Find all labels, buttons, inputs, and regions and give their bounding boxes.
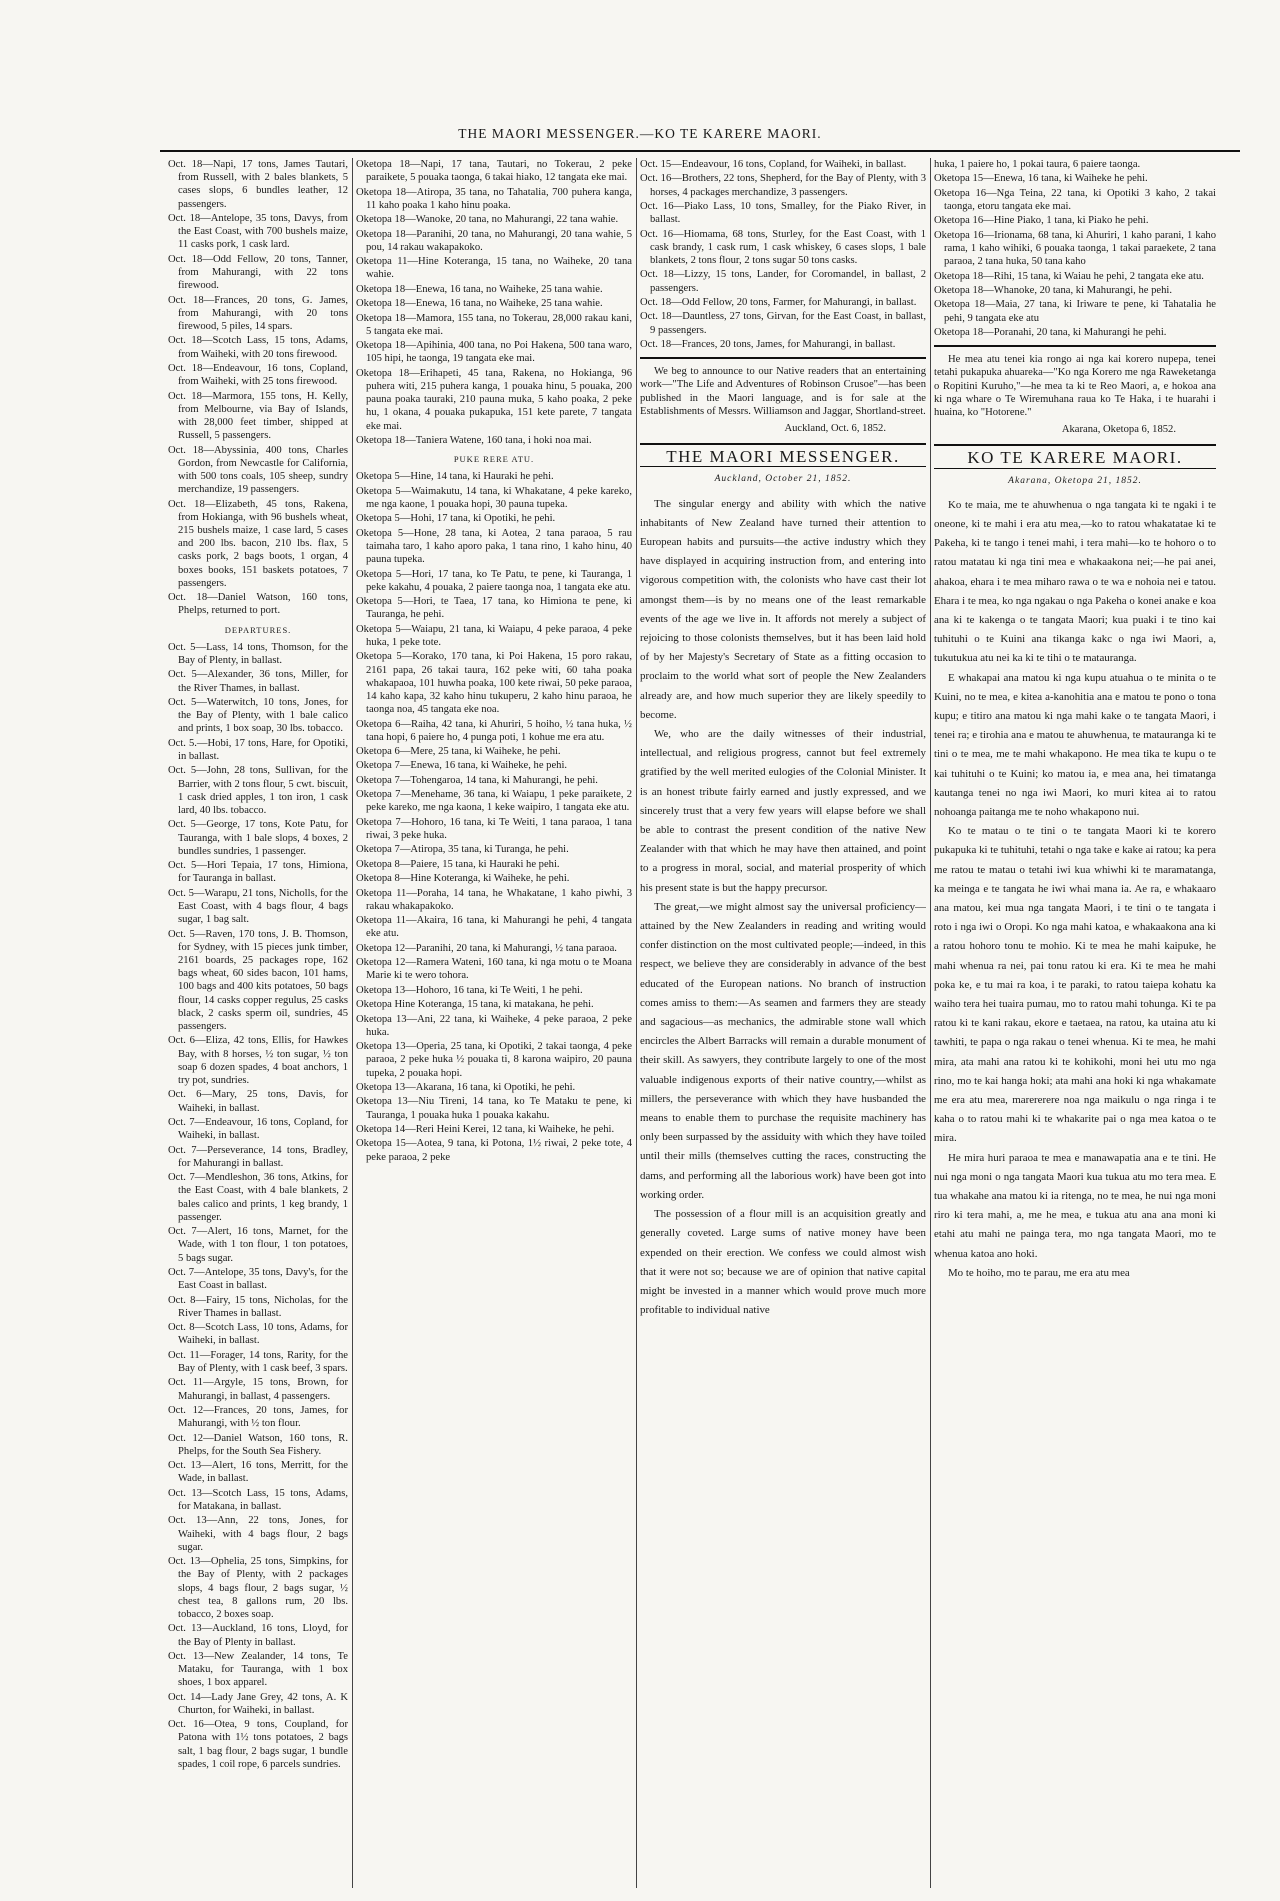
list-item: Oketopa 5—Waiapu, 21 tana, ki Waiapu, 4 peke paraoa, 4 peke huka, 1 peke tote. xyxy=(356,623,632,648)
list-item: Oct. 15—Endeavour, 16 tons, Copland, for Waiheki, in ballast. xyxy=(640,159,907,170)
column-3-english xyxy=(640,158,926,1888)
section-rule xyxy=(934,345,1216,347)
list-item: Oketopa 16—Nga Teina, 22 tana, ki Opotiki 3 kaho, 2 takai taonga, etoru tangata eke mai. xyxy=(934,187,1216,212)
list-item: Oct. 7—Endeavour, 16 tons, Copland, for Waiheki, in ballast. xyxy=(168,1116,348,1142)
column-rule xyxy=(636,158,637,1888)
list-item: Oketopa 5—Waimakutu, 14 tana, ki Whakatane, 4 peke kareko, me nga kaone, 1 pouaka hopi, 30 pauna tupeka. xyxy=(356,485,632,510)
list-item: Oct. 12—Frances, 20 tons, James, for Mahurangi, with ½ ton flour. xyxy=(168,1404,348,1430)
list-item: Oct. 18—Endeavour, 16 tons, Copland, from Waiheki, with 25 tons firewood. xyxy=(168,362,348,388)
editorial-paragraph: We, who are the daily witnesses of their industrial, intellectual, and religious progress, cannot but feel extremely gratified by the well merited eulogies of the Colonial Minister. It is an honest tribute fairly earned and justly expressed, and we sincerely trust that a very few years will elapse before we shall be able to contrast the present condition of the native New Zealander with that which he may have then attained, and point to a progress in moral, social, and material prosperity of which his present state is but the happy precursor. xyxy=(640,728,926,894)
list-item: Oct. 18—Lizzy, 15 tons, Lander, for Coromandel, in ballast, 2 passengers. xyxy=(640,269,926,294)
list-item: Oketopa 12—Paranihi, 20 tana, ki Mahurangi, ½ tana paraoa. xyxy=(356,942,617,954)
section-rule xyxy=(640,357,926,359)
list-item: Oketopa 7—Atiropa, 35 tana, ki Turanga, he pehi. xyxy=(356,844,569,856)
list-item: Oketopa 5—Hori, te Taea, 17 tana, ko Himiona te pene, ki Tauranga, he pehi. xyxy=(356,596,632,621)
editorial-paragraph: The great,—we might almost say the universal proficiency—attained by the New Zealanders in reading and writing would confer distinction on the most cultivated people;—indeed, in this respect, we believe they are considerably in advance of the best educated of the European nations. No branch of instruction comes amiss to them:—As seamen and farmers they are steady and sagacious—as mechanics, the admirable stone wall which encircles the Albert Barracks will remain a durable monument of their skill. As sawyers, they contribute largely to one of the most valuable indigenous exports of their native country,—whilst as millers, the perseverance with which they have husbanded the means to enable them to purchase the requisite machinery has only been surpassed by the assiduity with which they have toiled until their mills (themselves cutting the races, constructing the dams, and performing all the laborious work) have been got into working order. xyxy=(640,900,926,1201)
list-item: Oct. 6—Eliza, 42 tons, Ellis, for Hawkes Bay, with 8 horses, ½ ton sugar, ½ ton soap 6 dozen spades, 4 boat anchors, 1 try pot, sundries. xyxy=(168,1035,348,1086)
list-item: Oketopa 18—Erihapeti, 45 tana, Rakena, no Hokianga, 96 puhera witi, 215 puhera kanga, 1 pouaka hinu, 5 pouaka, 200 pauna poaka tauraki, 210 pauna muka, 5 kaho poaka, 2 peke hu, 1 okana, 4 pouaka pukapuka, 151 kete parete, 7 tangata eke mai. xyxy=(356,367,632,432)
list-item: Oct. 5—George, 17 tons, Kote Patu, for Tauranga, with 1 bale slops, 4 boxes, 2 bundles sundries, 1 passenger. xyxy=(168,819,348,857)
list-item: Oct. 18—Elizabeth, 45 tons, Rakena, from Hokianga, with 96 bushels wheat, 215 bushels maize, 1 case lard, 5 cases and 200 lbs. bacon, 210 lbs. flax, 5 casks pork, 2 bags boots, 1 organ, 4 boxes books, 151 baskets potatoes, 7 passengers. xyxy=(168,498,348,589)
list-item: Oct. 7—Mendleshon, 36 tons, Atkins, for the East Coast, with 4 bale blankets, 2 bales calico and prints, 1 keg brandy, 1 passenger. xyxy=(168,1172,348,1223)
editorial-paragraph: E whakapai ana matou ki nga kupu atuahua o te minita o te Kuini, no te mea, e kitea a-kanohitia ana e matou te pono o tona kupu; e titiro ana matou ki nga mahi kake o te tangata Maori, i tenei ra; e tirohia ana e matou te ahuwhenua, te matauranga ki te tini o te mea, me te mahi whakapono. He mea tika te kupu o te kai tuhituhi o te Kuini; ko matou ia, e mea ana, hei timatanga kautanga tenei no nga iwi Maori, ko muri kitea ai to ratou nohoanga paitanga me te noho whakapono nui. xyxy=(934,671,1216,819)
list-item: Oketopa 18—Taniera Watene, 160 tana, i hoki noa mai. xyxy=(356,434,592,446)
list-item: Oketopa 18—Enewa, 16 tana, no Waiheke, 25 tana wahie. xyxy=(356,283,603,295)
list-item: Oketopa 18—Apihinia, 400 tana, no Poi Hakena, 500 tana waro, 105 hipi, he taonga, 19 tangata eke mai. xyxy=(356,340,632,365)
running-header: THE MAORI MESSENGER.—KO TE KARERE MAORI. xyxy=(458,126,822,141)
list-item: Oketopa 16—Hine Piako, 1 tana, ki Piako he pehi. xyxy=(934,215,1149,227)
editorial-paragraph: Mo te hoiho, mo te parau, me era atu mea xyxy=(948,1266,1130,1279)
list-item: Oct. 5—Lass, 14 tons, Thomson, for the Bay of Plenty, in ballast. xyxy=(168,641,348,666)
list-item: Oct. 11—Argyle, 15 tons, Brown, for Mahurangi, in ballast, 4 passengers. xyxy=(168,1377,348,1402)
list-item: Oct. 5—Warapu, 21 tons, Nicholls, for the East Coast, with 4 bags flour, 4 bags sugar, 1 bag salt. xyxy=(168,887,348,926)
list-item: Oketopa 18—Rihi, 15 tana, ki Waiau he pehi, 2 tangata eke atu. xyxy=(934,270,1204,282)
list-item: Oketopa 18—Maia, 27 tana, ki Iriware te pene, ki Tahatalia he pehi, 9 tangata eke atu xyxy=(934,299,1216,324)
list-item: Oketopa 8—Hine Koteranga, ki Waiheke, he pehi. xyxy=(356,873,570,885)
list-item: Oct. 18—Scotch Lass, 15 tons, Adams, from Waiheki, with 20 tons firewood. xyxy=(168,335,348,360)
list-item: Oketopa 13—Operia, 25 tana, ki Opotiki, 2 takai taonga, 4 peke paraoa, 2 peke huka ½ pouaka ti, 8 karona waipiro, 20 pauna tupeka, 2 pouaka hopi. xyxy=(356,1041,632,1079)
list-item: Oct. 18—Odd Fellow, 20 tons, Tanner, from Mahurangi, with 22 tons firewood. xyxy=(168,253,348,292)
list-item: Oct. 18—Napi, 17 tons, James Tautari, from Russell, with 2 bales blankets, 5 cases slops, 6 bundles leather, 12 passengers. xyxy=(168,159,348,210)
list-item: Oct. 16—Brothers, 22 tons, Shepherd, for the Bay of Plenty, with 3 horses, 4 packages merchandize, 3 passengers. xyxy=(640,173,926,198)
list-item: Oketopa 18—Napi, 17 tana, Tautari, no Tokerau, 2 peke paraikete, 5 pouaka taonga, 6 takai hiako, 12 tangata eke mai. xyxy=(356,159,632,184)
list-item: Oketopa 18—Enewa, 16 tana, no Waiheke, 25 tana wahie. xyxy=(356,298,603,310)
list-item: Oct. 13—New Zealander, 14 tons, Te Mataku, for Tauranga, with 1 box shoes, 1 box apparel. xyxy=(168,1650,348,1689)
editorial-paragraph: Ko te maia, me te ahuwhenua o nga tangata ki te ngaki i te oneone, ki te mahi i era atu mea,—ko to ratou whakatatae ki te Pakeha, ki te tango i tenei mahi, i tera mahi—ko te hohoro o to ratou matatau ki nga tini mea e whakaakona nei;—he pai anei, ahakoa, ehara i te mea miharo rawa o te wa e nohoia nei e tatou. Ehara i te mea, ko nga ngakau o nga Pakeha o konei anake e koa ana ki te kakenga o te tangata Maori; kua puaki i te tino kai tuhituhi o te Kuini ana tikanga kakc o nga iwi Maori, a, tukutukua atu nei ka ki te tihi o te matauranga. xyxy=(934,498,1216,665)
list-item: Oketopa 7—Enewa, 16 tana, ki Waiheke, he pehi. xyxy=(356,760,568,772)
list-item: Oct. 5—Hori Tepaia, 17 tons, Himiona, for Tauranga in ballast. xyxy=(168,860,348,885)
list-item: Oct. 18—Frances, 20 tons, James, for Mahurangi, in ballast. xyxy=(640,338,896,350)
list-item: Oct. 8—Scotch Lass, 10 tons, Adams, for Waiheki, in ballast. xyxy=(168,1322,348,1347)
editorial-paragraph: The possession of a flour mill is an acquisition greatly and generally coveted. Large sums of native money have been expended on their erection. We confess we could almost wish that it were not so; because we are of opinion that native capital might be invested in a manner which would prove much more profitable to individual native xyxy=(640,1208,926,1317)
list-item: Oketopa 7—Tohengaroa, 14 tana, ki Mahurangi, he pehi. xyxy=(356,774,598,786)
list-item: huka, 1 paiere ho, 1 pokai taura, 6 paiere taonga. xyxy=(934,159,1141,170)
list-item: Oct. 18—Marmora, 155 tons, H. Kelly, from Melbourne, via Bay of Islands, with 28,000 feet timber, shipped at Russell, 5 passengers. xyxy=(168,390,348,442)
notice-signature: Auckland, Oct. 6, 1852. xyxy=(784,422,886,434)
list-item: Oketopa 5—Hone, 28 tana, ki Aotea, 2 tana paraoa, 5 rau taimaha taro, 1 kaho aporo paka, 1 tana rino, 1 kaho hinu, 40 pauna tupeka. xyxy=(356,527,632,566)
list-item: Oct. 18—Odd Fellow, 20 tons, Farmer, for Mahurangi, in ballast. xyxy=(640,296,917,308)
dateline: Akarana, Oketopa 21, 1852. xyxy=(1008,475,1142,486)
list-item: Oketopa 18—Mamora, 155 tana, no Tokerau, 28,000 rakau kani, 5 tangata eke mai. xyxy=(356,312,632,337)
list-item: Oct. 18—Frances, 20 tons, G. James, from Mahurangi, with 20 tons firewood, 5 piles, 14 spars. xyxy=(168,294,348,332)
masthead-maori: KO TE KARERE MAORI. xyxy=(934,444,1216,468)
list-item: Oct. 13—Ann, 22 tons, Jones, for Waiheki, with 4 bags flour, 2 bags sugar. xyxy=(168,1515,348,1553)
list-item: Oct. 18—Dauntless, 27 tons, Girvan, for the East Coast, in ballast, 9 passengers. xyxy=(640,311,926,336)
list-item: Oct. 5—John, 28 tons, Sullivan, for the Barrier, with 2 tons flour, 5 cwt. biscuit, 1 cask dried apples, 1 ton iron, 1 cask lard, 40 lbs. tobacco. xyxy=(168,765,348,816)
shipping-continued xyxy=(934,158,1216,339)
list-item: Oketopa 11—Hine Koteranga, 15 tana, no Waiheke, 20 tana wahie. xyxy=(356,256,632,281)
editorial-paragraph: He mira huri paraoa te mea e manawapatia ana e te tini. He nui nga moni o nga tangata Maori kua tukua atu mo tera mea. E tua whakahe ana matou ki ia ritenga, no te mea, he nui nga moni riro ki tera mahi, a, me he mea, e tukua atu ana ana moni ki etahi atu mahi ne painga tera, mo nga tangata Maori, mo te whenua katoa ano hoki. xyxy=(934,1151,1216,1260)
list-item: Oct. 8—Fairy, 15 tons, Nicholas, for the River Thames in ballast. xyxy=(168,1294,348,1319)
column-2-shipping-maori xyxy=(356,158,632,1888)
arrivals-list xyxy=(168,158,348,618)
dateline: Auckland, October 21, 1852. xyxy=(714,474,852,485)
list-item: Oketopa 18—Wanoke, 20 tana, no Mahurangi, 22 tana wahie. xyxy=(356,214,619,226)
list-item: Oketopa 6—Raiha, 42 tana, ki Ahuriri, 5 hoiho, ½ tana huka, ½ tana hopi, 6 paiere ho, 4 punga poti, 1 kohue me era atu. xyxy=(356,718,632,743)
advertisement-notice: He mea atu tenei kia rongo ai nga kai korero nupepa, tenei tetahi pukapuka ahuarekа—"Ko nga Korero me nga Raweketanga o Ropitini Kuruho,"—he mea ta ki te Reo Maori, a, e hokoa ana ki nga whare o Te Wiremuhana raua ko Te Haka, i te huarahi i huaina, ko "Hotorene." xyxy=(934,354,1216,418)
list-item: Oct. 5.—Hobi, 17 tons, Hare, for Opotiki, in ballast. xyxy=(168,737,348,762)
shipping-continued xyxy=(640,158,926,351)
editorial-paragraph: Ko te matau o te tini o te tangata Maori ki te korero pukapuka ki te tuhituhi, tetahi o nga take e kake ai ratou; ka pera me ratou te matau o tetahi iwi kua whiwhi ki te maramatanga, ka meinga e te tangata he iwi whai mana ia. Ae ra, e whakaaro ana matou, kei mua nga tangata Maori, i te tini o te tangata i roto i nga iwi o Oropi. Ko nga mahi katoa, e whakaakona ana ki a ratou hohoro tonu te mohio. Ki te mea he mahi kaipuke, he mahi whenua ra nei, pai tonu ratou ki era. Ki te mea he mahi poka ke, e tu mai ra koa, i te paraki, to ratou taiepa kohatu ka waiho tera hei tuaira pumau, mo to ratou mahi tohunga. Ki te pa ratou ki te kani rakau, ekore e taetaea, na ratou, ka utaina atu ki tawhiti, te papa o nga rakau o tenei whenua. Ki te mea, he mahi mira, ata mahi ana ratou ki te kohikohi, moni hei utu mo nga rino, mo te kai hanga hoki; ata mahi ana hoki ki nga whakamate me era atu mea, marererere noa nga maikulu o nga ringa i te kaha o to ratou mahi ki te whakarite pai o nga mea katoa o te mira. xyxy=(934,825,1216,1145)
list-item: Oct. 18—Abyssinia, 400 tons, Charles Gordon, from Newcastle for California, with 500 tons coals, 105 sheep, sundry merchandize, 19 passengers. xyxy=(168,444,348,496)
list-item: Oct. 7—Alert, 16 tons, Marnet, for the Wade, with 1 ton flour, 1 ton potatoes, 5 bags sugar. xyxy=(168,1226,348,1264)
list-item: Oct. 13—Scotch Lass, 15 tons, Adams, for Matakana, in ballast. xyxy=(168,1487,348,1512)
notice-signature: Akarana, Oketopa 6, 1852. xyxy=(1061,424,1176,436)
list-item: Oct. 5—Alexander, 36 tons, Miller, for the River Thames, in ballast. xyxy=(168,669,348,694)
list-item: Oct. 13—Ophelia, 25 tons, Simpkins, for the Bay of Plenty, with 2 packages slops, 4 bags flour, 2 bags sugar, ½ chest tea, 8 gallons rum, 20 lbs. tobacco, 2 boxes soap. xyxy=(168,1556,348,1620)
list-item: Oct. 13—Alert, 16 tons, Merritt, for the Wade, in ballast. xyxy=(168,1460,348,1485)
list-item: Oct. 14—Lady Jane Grey, 42 tons, A. K Churton, for Waiheki, in ballast. xyxy=(168,1691,348,1716)
list-item: Oketopa 8—Paiere, 15 tana, ki Hauraki he pehi. xyxy=(356,858,560,870)
list-item: Oketopa 11—Poraha, 14 tana, he Whakatane, 1 kaho piwhi, 3 rakau whakapakoko. xyxy=(356,887,632,912)
list-item: Oketopa 13—Akarana, 16 tana, ki Opotiki, he pehi. xyxy=(356,1081,576,1093)
list-item: Oketopa 15—Aotea, 9 tana, ki Potona, 1½ riwai, 2 peke tote, 4 peke paraoa, 2 peke xyxy=(356,1138,632,1163)
list-item: Oct. 12—Daniel Watson, 160 tons, R. Phelps, for the South Sea Fishery. xyxy=(168,1432,348,1457)
header-rule xyxy=(160,150,1240,152)
departures-heading: PUKE RERE ATU. xyxy=(453,454,535,465)
list-item: Oketopa 7—Hohoro, 16 tana, ki Te Weiti, 1 tana paraoa, 1 tana riwai, 3 peke huka. xyxy=(356,816,632,842)
list-item: Oketopa 5—Hine, 14 tana, ki Hauraki he pehi. xyxy=(356,471,554,483)
list-item: Oct. 5—Waterwitch, 10 tons, Jones, for the Bay of Plenty, with 1 bale calico and prints, 1 box soap, 30 lbs. tobacco. xyxy=(168,696,348,735)
masthead-english: THE MAORI MESSENGER. xyxy=(640,443,926,467)
list-item: Oketopa Hine Koteranga, 15 tana, ki matakana, he pehi. xyxy=(356,999,594,1011)
column-rule xyxy=(930,158,931,1888)
list-item: Oketopa 5—Hori, 17 tana, ko Te Patu, te pene, ki Tauranga, 1 peke kakahu, 4 pouaka, 2 paiere taonga noa, 1 tangata eke atu. xyxy=(356,568,632,593)
list-item: Oct. 13—Auckland, 16 tons, Lloyd, for the Bay of Plenty in ballast. xyxy=(168,1623,348,1648)
list-item: Oketopa 18—Whanoke, 20 tana, ki Mahurangi, he pehi. xyxy=(934,284,1172,296)
list-item: Oketopa 5—Hohi, 17 tana, ki Opotiki, he pehi. xyxy=(356,513,556,525)
list-item: Oct. 5—Raven, 170 tons, J. B. Thomson, for Sydney, with 15 pieces junk timber, 2161 boards, 25 packages rope, 162 bags wheat, 60 sides bacon, 101 hams, 100 bags and 400 kits potatoes, 50 bags flour, 14 casks copper regulus, 25 casks black, 2 casks sperm oil, sundries, 45 passengers. xyxy=(168,928,348,1032)
list-item: Oct. 18—Antelope, 35 tons, Davys, from the East Coast, with 700 bushels maize, 11 casks pork, 1 cask lard. xyxy=(168,213,348,251)
list-item: Oketopa 18—Paranihi, 20 tana, no Mahurangi, 20 tana wahie, 5 pou, 14 rakau wakapakoko. xyxy=(356,228,632,253)
list-item: Oketopa 13—Hohoro, 16 tana, ki Te Weiti, 1 he pehi. xyxy=(356,984,583,996)
arrivals-list xyxy=(356,158,632,447)
list-item: Oct. 16—Otea, 9 tons, Coupland, for Patona with 1½ tons potatoes, 2 bags salt, 1 bag flour, 2 bags sugar, 1 bundle spades, 1 coil rope, 6 parcels sundries. xyxy=(168,1719,348,1770)
list-item: Oketopa 13—Ani, 22 tana, ki Waiheke, 4 peke paraoa, 2 peke huka. xyxy=(356,1013,632,1038)
column-4-maori xyxy=(934,158,1216,1888)
list-item: Oketopa 11—Akaira, 16 tana, ki Mahurangi he pehi, 4 tangata eke atu. xyxy=(356,915,632,940)
column-1-shipping-english xyxy=(168,158,348,1888)
list-item: Oketopa 7—Menehame, 36 tana, ki Waiapu, 1 peke paraikete, 2 peke kareko, me nga kaona, 1 keke waipiro, 1 tangata eke atu. xyxy=(356,789,632,814)
departures-heading: DEPARTURES. xyxy=(224,624,292,635)
editorial-body xyxy=(640,495,926,1321)
list-item: Oketopa 12—Ramera Wateni, 160 tana, ki nga motu o te Moana Marie ki te wero tohora. xyxy=(356,957,632,982)
column-rule xyxy=(352,158,353,1888)
list-item: Oct. 16—Hiomama, 68 tons, Sturley, for the East Coast, with 1 cask brandy, 1 cask rum, 1 cask whiskey, 6 cases slops, 1 bale blankets, 2 tons flour, 2 tons sugar 50 tons casks. xyxy=(640,228,926,266)
departures-list xyxy=(356,470,632,1163)
list-item: Oct. 7—Antelope, 35 tons, Davy's, for the East Coast in ballast. xyxy=(168,1266,348,1292)
list-item: Oketopa 14—Reri Heini Kerei, 12 tana, ki Waiheke, he pehi. xyxy=(356,1123,615,1135)
editorial-paragraph: The singular energy and ability with which the native inhabitants of New Zealand have turned their attention to European habits and pursuits—the active industry which they have displayed in acquiring instruction from, and entering into vigorous competition with, the colonists who have cast their lot amongst them—is by no means one of the least remarkable events of the age we live in. It affords not merely a subject of rejoicing to those colonists themselves, but it has been laid hold of by her Majesty's Secretary of State as a fitting occasion to proclaim to the world what sort of people the New Zealanders already are, and how much superior they are likely speedily to become. xyxy=(640,497,926,721)
list-item: Oketopa 13—Niu Tireni, 14 tana, ko Te Mataku te pene, ki Tauranga, 1 pouaka huka 1 pouaka kakahu. xyxy=(356,1096,632,1121)
list-item: Oketopa 18—Atiropa, 35 tana, no Tahatalia, 700 puhera kanga, 11 kaho poaka 1 kaho hinu poaka. xyxy=(356,186,632,211)
list-item: Oct. 11—Forager, 14 tons, Rarity, for the Bay of Plenty, with 1 cask beef, 3 spars. xyxy=(168,1349,348,1374)
editorial-body xyxy=(934,496,1216,1283)
list-item: Oct. 6—Mary, 25 tons, Davis, for Waiheki, in ballast. xyxy=(168,1089,348,1114)
departures-list xyxy=(168,641,348,1771)
list-item: Oct. 7—Perseverance, 14 tons, Bradley, for Mahurangi in ballast. xyxy=(168,1144,348,1169)
list-item: Oketopa 6—Mere, 25 tana, ki Waiheke, he pehi. xyxy=(356,746,561,758)
list-item: Oketopa 18—Poranahi, 20 tana, ki Mahurangi he pehi. xyxy=(934,326,1167,338)
list-item: Oct. 16—Piako Lass, 10 tons, Smalley, for the Piako River, in ballast. xyxy=(640,200,926,226)
advertisement-notice: We beg to announce to our Native readers that an entertaining work—"The Life and Adventures of Robinson Crusoe"—has been published in the Maori language, and is for sale at the Establishments of Messrs. Williamson and Jaggar, Shortland-street. xyxy=(640,366,926,417)
list-item: Oketopa 16—Irionama, 68 tana, ki Ahuriri, 1 kaho parani, 1 kaho rama, 1 kaho wihiki, 6 pouaka taonga, 1 takai paraekete, 2 tana paraoa, 2 tana huka, 50 tana kaho xyxy=(934,229,1216,268)
list-item: Oketopa 15—Enewa, 16 tana, ki Waiheke he pehi. xyxy=(934,173,1148,185)
list-item: Oketopa 5—Korako, 170 tana, ki Poi Hakena, 15 poro rakau, 2161 papa, 26 takai taura, 162 peke witi, 60 taha poaka whakapaoa, 101 huwha poaka, 100 kete riwai, 50 peke paraoa, 14 kaho kapa, 32 kaho hinu tukuperu, 2 kaho hinu paraoa, he taonga noa, 45 tangata eke noa. xyxy=(356,651,632,716)
list-item: Oct. 18—Daniel Watson, 160 tons, Phelps, returned to port. xyxy=(168,592,348,617)
